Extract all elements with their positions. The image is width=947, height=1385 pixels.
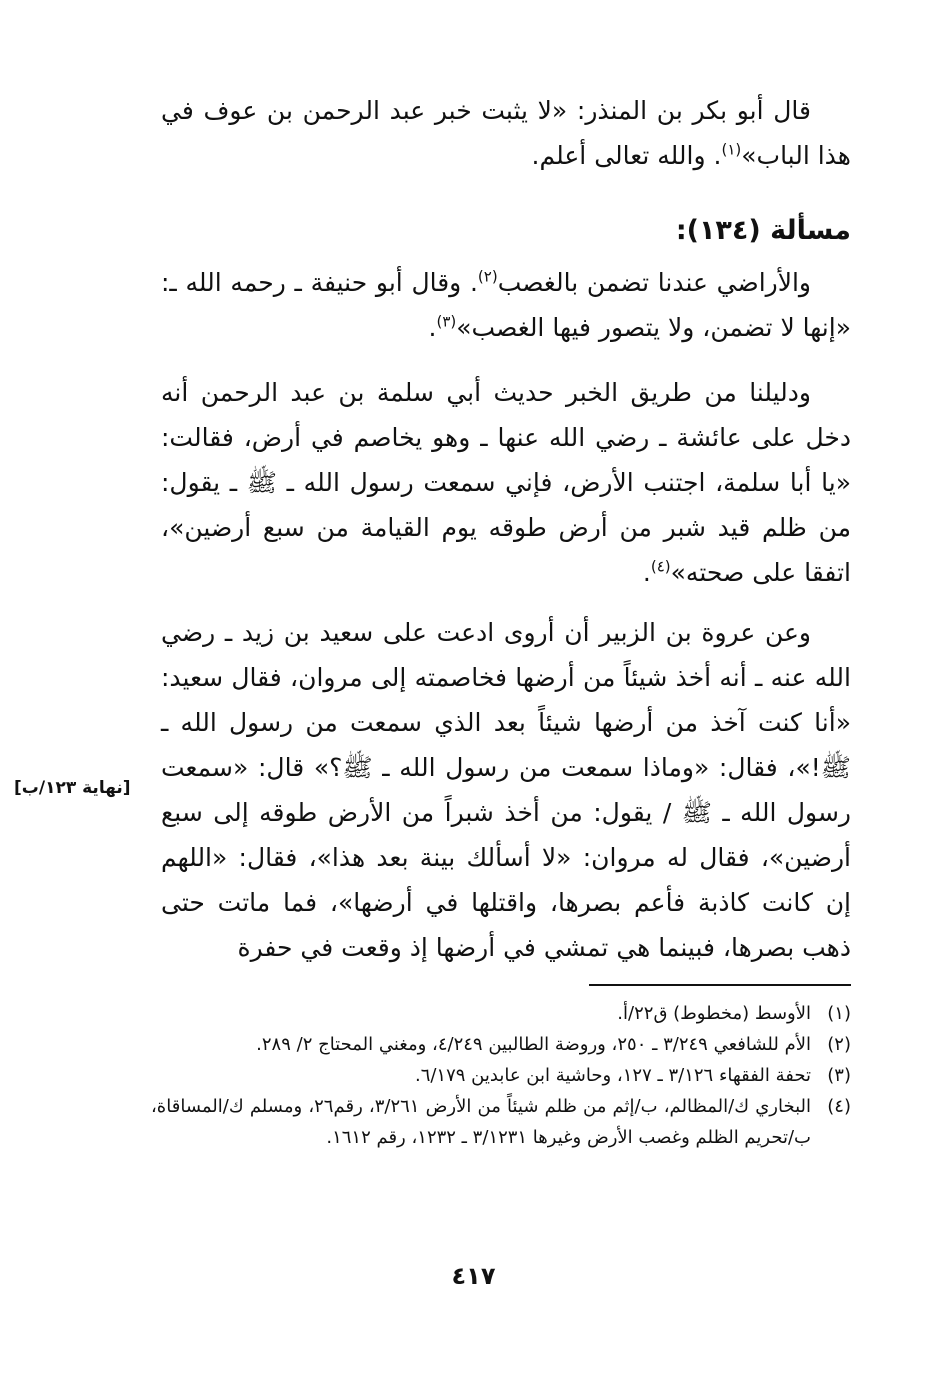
paragraph1-text: قال أبو بكر بن المنذر: «لا يثبت خبر عبد الرحمن بن عوف في هذا الباب» xyxy=(161,96,851,170)
footnote-text: تحفة الفقهاء ٣/١٢٦ ـ ١٢٧، وحاشية ابن عابدين ٦/١٧٩. xyxy=(414,1065,811,1086)
paragraph2-part3: . xyxy=(428,313,437,342)
footnote-text: الأوسط (مخطوط) ق٢٢/أ. xyxy=(617,1003,811,1024)
footnote-text: الأم للشافعي ٣/٢٤٩ ـ ٢٥٠، وروضة الطالبين ٤/٢٤٩، ومغني المحتاج ٢/ ٢٨٩. xyxy=(256,1034,811,1055)
paragraph-land-guarantee xyxy=(161,260,851,350)
paragraph-aisha-hadith xyxy=(161,370,851,595)
paragraph4-text: وعن عروة بن الزبير أن أروى ادعت على سعيد بن زيد ـ رضي الله عنه ـ أنه أخذ شيئاً من أرضها فخاصمته إلى مروان، فقال سعيد: «أنا كنت آخذ من أرضها شيئاً بعد الذي سمعت من رسول الله ـ ﷺ!»، فقال: «وماذا سمعت من رسول الله ـ ﷺ؟» قال: «سمعت رسول الله ـ ﷺ / يقول: من أخذ شبراً من الأرض طوقه إلى سبع أرضين»، فقال له مروان: «لا أسألك بينة بعد هذا»، فقال: «اللهم إن كانت كاذبة فأعم بصرها، واقتلها في أرضها»، فما ماتت حتى ذهب بصرها، فبينما هي تمشي في أرضها إذ وقعت في حفرة xyxy=(161,618,851,962)
footnote-3 xyxy=(151,1060,851,1091)
footnote-text: البخاري ك/المظالم، ب/إثم من ظلم شيئاً من الأرض ٣/٢٦١، رقم٢٦، ومسلم ك/المساقاة، ب/تحريم الظلم وغصب الأرض وغيرها ٣/١٢٣١ ـ ١٢٣٢، رقم ١٦١٢. xyxy=(151,1096,812,1148)
footnote-number: (١) xyxy=(827,1003,851,1024)
footnote-ref-4: (٤) xyxy=(650,557,671,576)
issue-heading: مسألة (١٣٤): xyxy=(675,215,851,246)
footnote-separator xyxy=(589,984,851,986)
footnotes xyxy=(151,998,851,1153)
footnote-ref-2: (٢) xyxy=(477,267,498,286)
footnote-number: (٣) xyxy=(827,1065,851,1086)
paragraph3-tail: . xyxy=(642,558,651,587)
footnote-2 xyxy=(151,1029,851,1060)
manuscript-folio-marker: [نهاية ١٢٣/ب] xyxy=(14,778,131,798)
footnote-1 xyxy=(151,998,851,1029)
paragraph2-part1: والأراضي عندنا تضمن بالغصب xyxy=(497,268,811,297)
footnote-4 xyxy=(151,1091,851,1153)
paragraph2-part2: . وقال أبو حنيفة ـ رحمه الله ـ: «إنها لا تضمن، ولا يتصور فيها الغصب» xyxy=(161,268,851,342)
footnote-ref-3: (٣) xyxy=(436,312,457,331)
paragraph-ibn-al-mundhir xyxy=(161,88,851,178)
page-number: ٤١٧ xyxy=(451,1262,496,1290)
footnote-number: (٢) xyxy=(827,1034,851,1055)
footnote-number: (٤) xyxy=(827,1096,851,1117)
paragraph-urwa-hadith xyxy=(161,610,851,970)
paragraph3-text: ودليلنا من طريق الخبر حديث أبي سلمة بن عبد الرحمن أنه دخل على عائشة ـ رضي الله عنها ـ وهو يخاصم في أرض، فقالت: «يا أبا سلمة، اجتنب الأرض، فإني سمعت رسول الله ـ ﷺ ـ يقول: من ظلم قيد شبر من أرض طوقه يوم القيامة من سبع أرضين»، اتفقا على صحته» xyxy=(161,378,851,587)
footnote-ref-1: (١) xyxy=(721,140,742,159)
paragraph1-tail: . والله تعالى أعلم. xyxy=(531,141,722,170)
